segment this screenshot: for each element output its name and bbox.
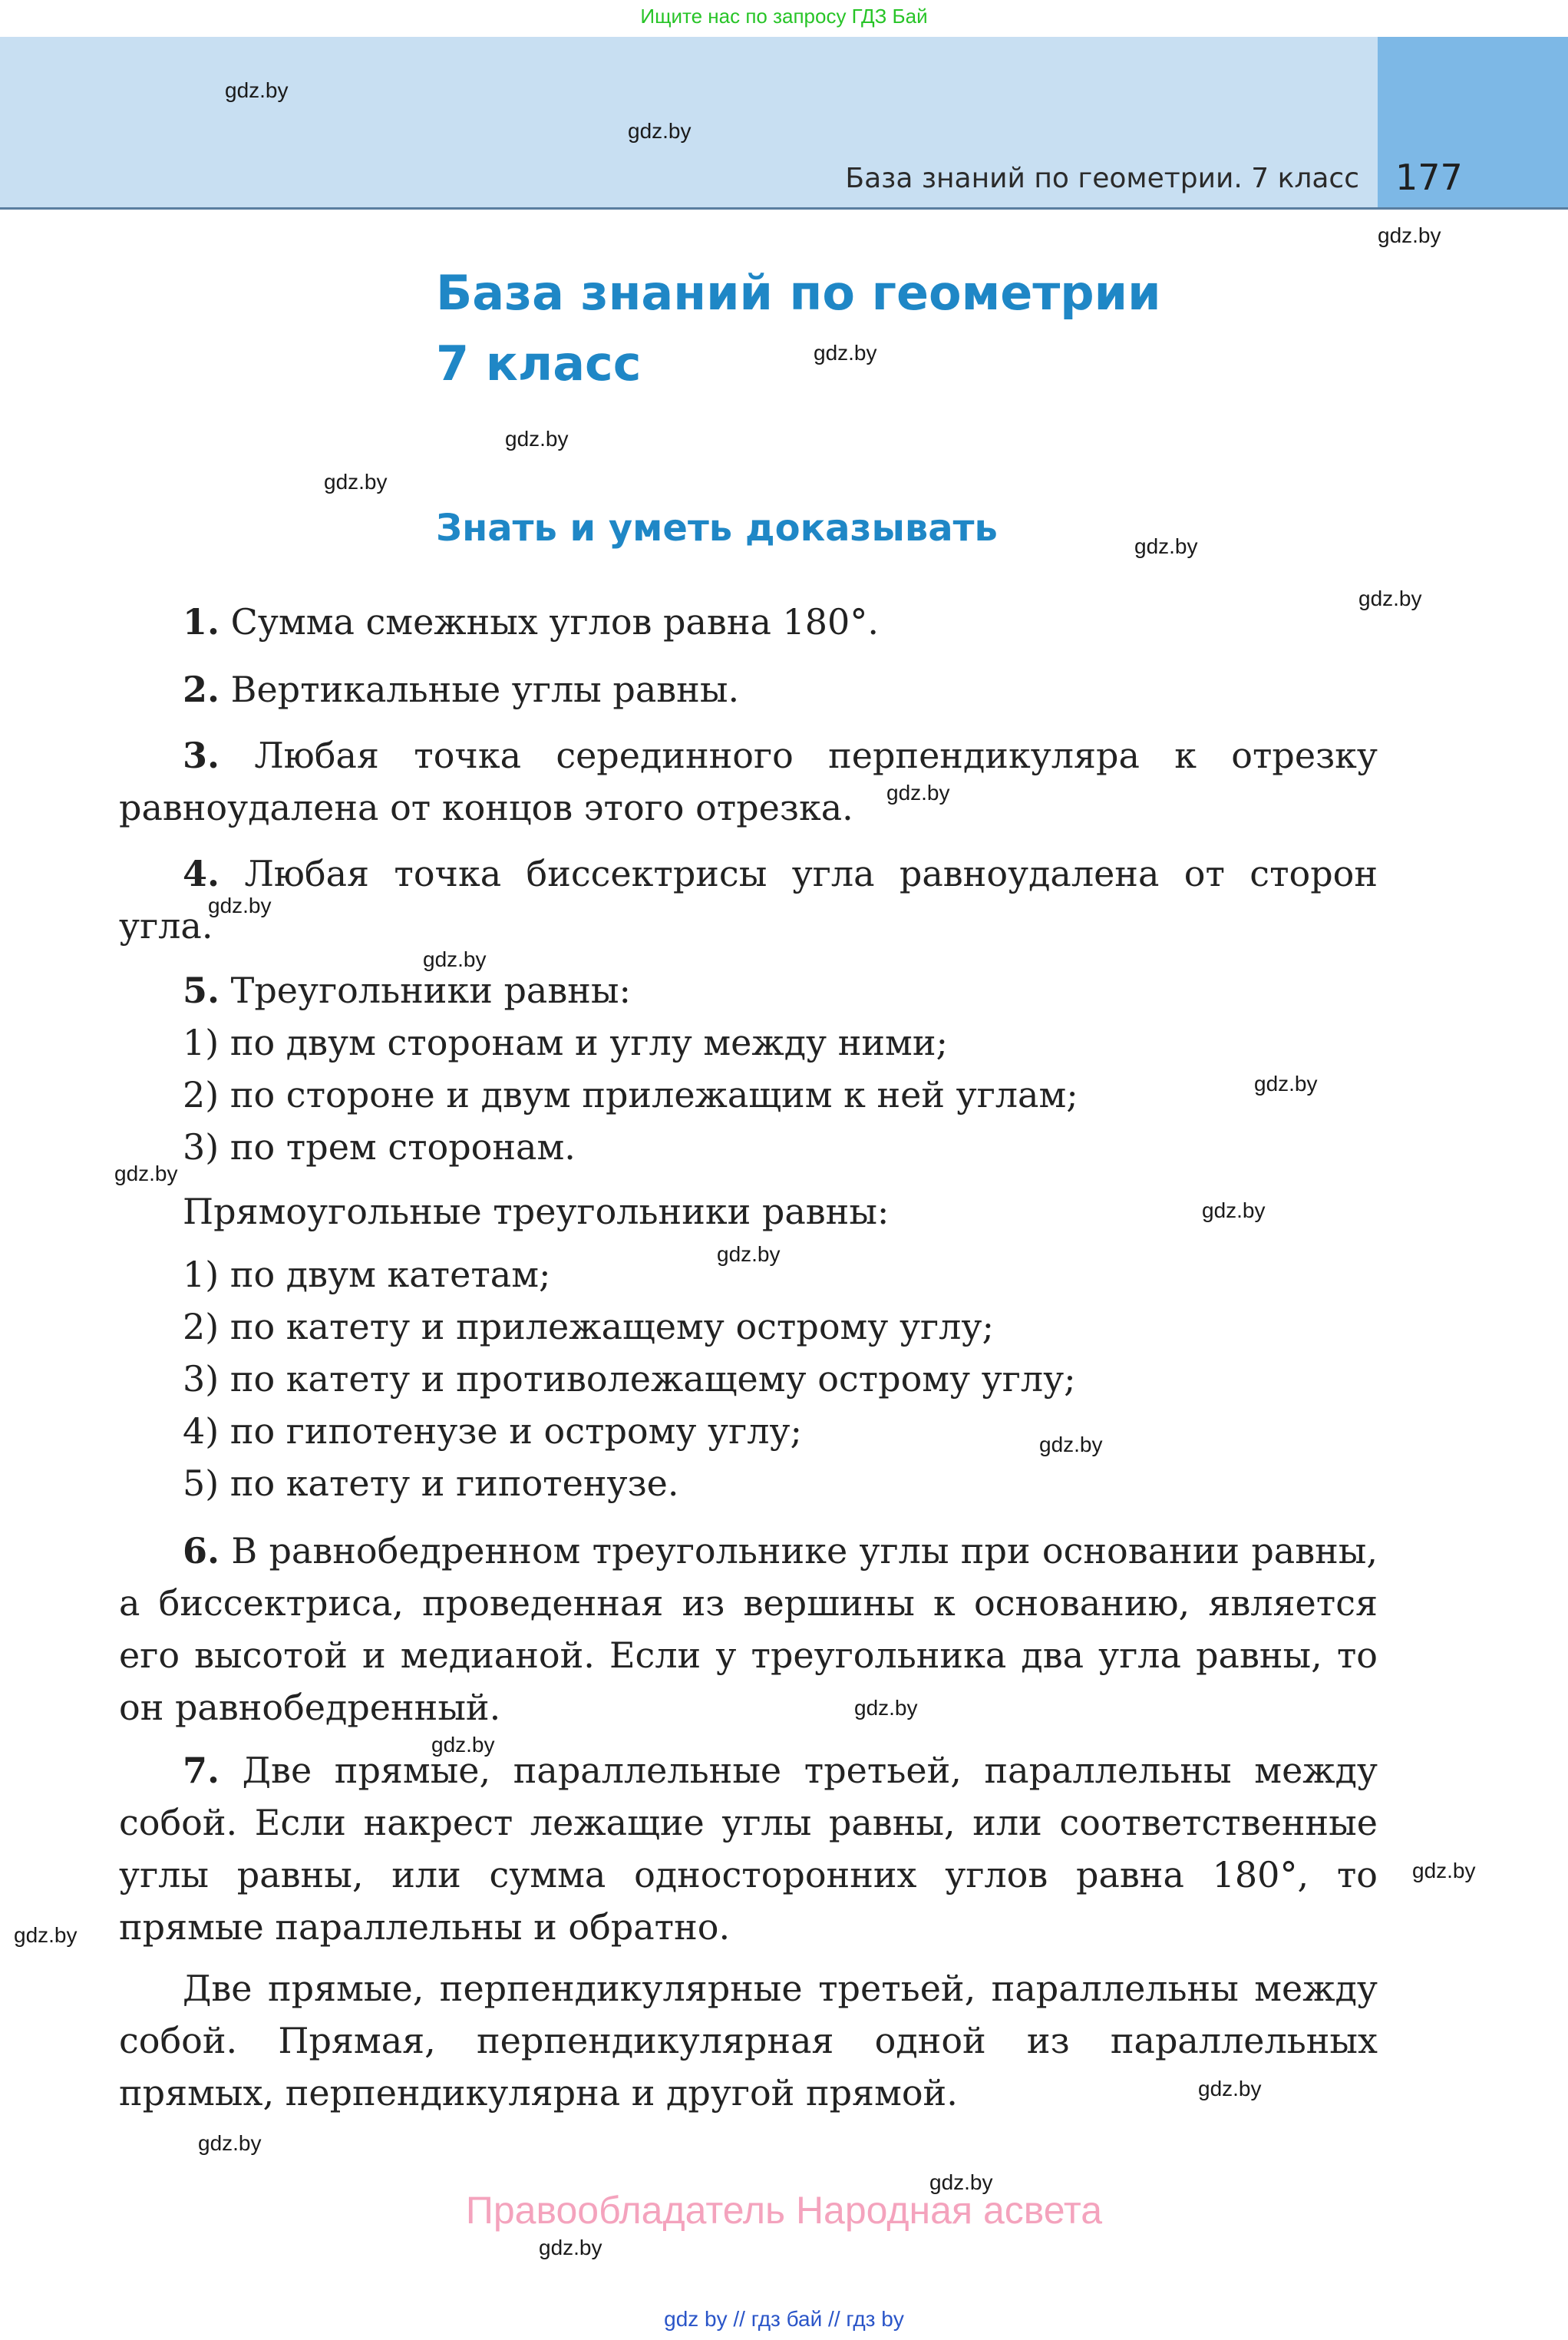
theorem-text: Сумма смежных углов равна 180°.	[230, 601, 879, 643]
theorem-text: Любая точка биссектрисы угла равноудалена от сторон угла.	[119, 853, 1378, 947]
triangle-criterion-line: 2) по стороне и двум прилежащим к ней углам;	[183, 1074, 1078, 1115]
watermark: gdz.by	[628, 119, 692, 143]
watermark: gdz.by	[1378, 223, 1441, 247]
theorem-number: 1.	[183, 601, 220, 643]
watermark: gdz.by	[324, 470, 388, 494]
footer-links: gdz by // гдз бай // гдз by	[664, 2307, 904, 2331]
watermark: gdz.by	[1134, 534, 1198, 558]
watermark: gdz.by	[505, 427, 569, 451]
page-title-line-2: 7 класс	[436, 335, 642, 392]
theorem-7	[119, 1744, 1378, 1953]
theorem-text: Треугольники равны:	[230, 970, 632, 1011]
triangle-criterion-line: 3) по трем сторонам.	[183, 1126, 576, 1168]
watermark: gdz.by	[208, 894, 272, 917]
theorem-4	[119, 848, 1378, 952]
page-title-line-1: База знаний по геометрии	[436, 265, 1161, 321]
watermark: gdz.by	[1202, 1198, 1266, 1222]
right-triangle-criterion-line: 2) по катету и прилежащему острому углу;	[183, 1306, 994, 1347]
copyright-notice: Правообладатель Народная асвета	[465, 2189, 1103, 2232]
right-triangle-criterion-line: 5) по катету и гипотенузе.	[183, 1462, 679, 1504]
theorem-number: 5.	[183, 970, 220, 1011]
theorem-number: 6.	[183, 1530, 220, 1572]
watermark: gdz.by	[814, 341, 877, 365]
theorem-1	[119, 596, 1378, 648]
running-header-title: База знаний по геометрии. 7 класс	[845, 163, 1359, 194]
watermark: gdz.by	[1412, 1859, 1476, 1882]
section-title: Знать и уметь доказывать	[436, 507, 998, 550]
watermark: gdz.by	[1254, 1072, 1318, 1096]
watermark: gdz.by	[1358, 587, 1422, 610]
watermark: gdz.by	[198, 2131, 262, 2155]
watermark: gdz.by	[854, 1696, 918, 1720]
watermark: gdz.by	[886, 781, 950, 805]
watermark: gdz.by	[423, 947, 487, 971]
theorem-7-continuation: Две прямые, перпендикулярные третьей, параллельны между собой. Прямая, перпендикулярная одной из параллельных прямых, перпендикулярна и другой прямой.	[119, 1968, 1378, 2114]
watermark: gdz.by	[225, 78, 289, 102]
watermark: gdz.by	[431, 1733, 495, 1757]
theorem-3	[119, 729, 1378, 834]
triangle-criterion-line: 1) по двум сторонам и углу между ними;	[183, 1022, 948, 1063]
theorem-number: 4.	[183, 853, 220, 894]
right-triangle-intro: Прямоугольные треугольники равны:	[183, 1191, 890, 1232]
theorem-6	[119, 1525, 1378, 1734]
theorem-number: 2.	[183, 669, 220, 710]
theorem-text: Две прямые, параллельные третьей, параллельны между собой. Если накрест лежащие углы равны, или соответственные углы равны, или сумма односторонних углов равна 180°, то прямые параллельны и обратно.	[119, 1750, 1378, 1948]
header-divider	[0, 207, 1568, 210]
watermark: gdz.by	[1039, 1433, 1103, 1456]
theorem-text: В равнобедренном треугольнике углы при основании равны, а биссектриса, проведенная из вершины к основанию, является его высотой и медианой. Если у треугольника два угла равны, то он равнобедренный.	[119, 1530, 1378, 1728]
top-note: Ищите нас по запросу ГДЗ Бай	[640, 5, 928, 28]
right-triangle-criterion-line: 4) по гипотенузе и острому углу;	[183, 1410, 802, 1452]
theorem-number: 7.	[183, 1750, 220, 1791]
theorem-number: 3.	[183, 735, 220, 776]
watermark: gdz.by	[929, 2170, 993, 2194]
watermark: gdz.by	[1198, 2077, 1262, 2100]
page-number: 177	[1395, 157, 1463, 198]
watermark: gdz.by	[114, 1162, 178, 1185]
watermark: gdz.by	[539, 2236, 602, 2259]
watermark: gdz.by	[14, 1923, 78, 1947]
right-triangle-criterion-line: 1) по двум катетам;	[183, 1254, 551, 1295]
theorem-5	[119, 964, 1378, 1016]
right-triangle-criterion-line: 3) по катету и противолежащему острому углу;	[183, 1358, 1076, 1400]
theorem-text: Любая точка серединного перпендикуляра к отрезку равноудалена от концов этого отрезка.	[119, 735, 1378, 828]
watermark: gdz.by	[717, 1242, 781, 1266]
theorem-text: Вертикальные углы равны.	[230, 669, 740, 710]
theorem-2	[119, 663, 1378, 716]
